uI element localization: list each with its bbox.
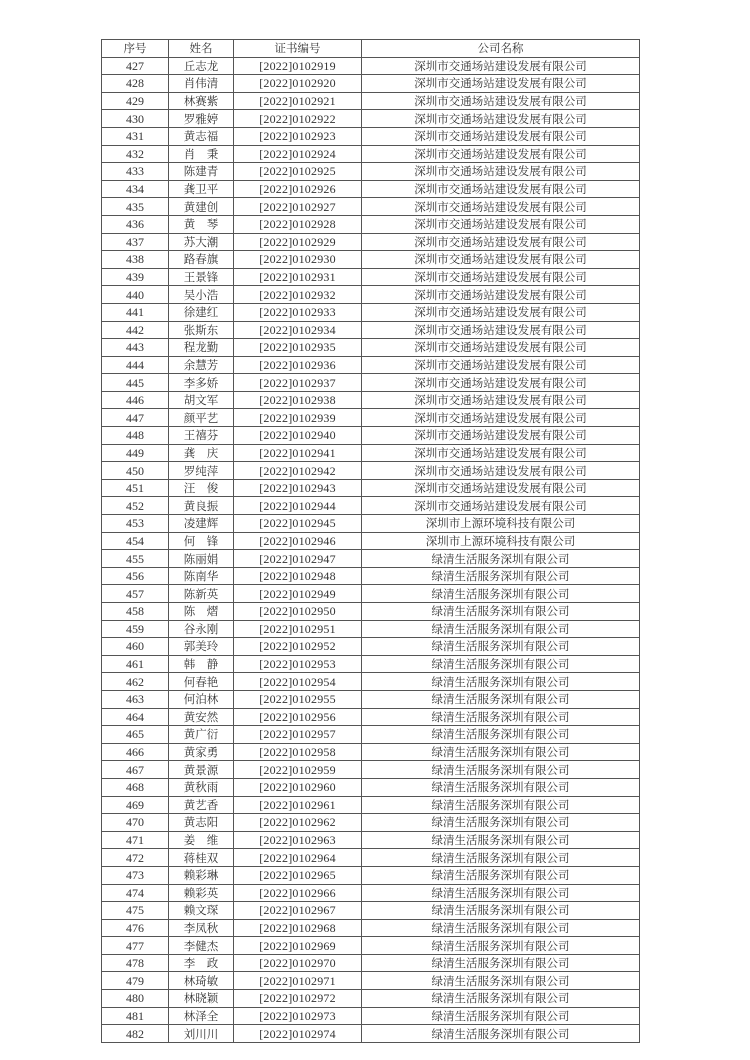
serial-number-cell: 482: [102, 1025, 169, 1043]
serial-number-cell: 440: [102, 286, 169, 304]
certificate-number-cell: [2022]0102957: [234, 726, 362, 744]
serial-number-cell: 475: [102, 902, 169, 920]
certificate-number-cell: [2022]0102925: [234, 163, 362, 181]
table-row: [102, 902, 640, 920]
table-row: [102, 444, 640, 462]
certificate-number-cell: [2022]0102938: [234, 391, 362, 409]
serial-number-cell: 459: [102, 620, 169, 638]
certificate-number-cell: [2022]0102933: [234, 303, 362, 321]
certificate-number-cell: [2022]0102949: [234, 585, 362, 603]
name-cell: 刘川川: [169, 1025, 234, 1043]
table-row: [102, 638, 640, 656]
header-serial-number: 序号: [102, 40, 169, 58]
certificate-number-cell: [2022]0102927: [234, 198, 362, 216]
company-name-cell: 绿清生活服务深圳有限公司: [362, 866, 640, 884]
serial-number-cell: 462: [102, 673, 169, 691]
company-name-cell: 绿清生活服务深圳有限公司: [362, 972, 640, 990]
table-row: [102, 743, 640, 761]
certificate-number-cell: [2022]0102930: [234, 251, 362, 269]
table-row: [102, 321, 640, 339]
company-name-cell: 绿清生活服务深圳有限公司: [362, 743, 640, 761]
name-cell: 何泊林: [169, 690, 234, 708]
header-company-name: 公司名称: [362, 40, 640, 58]
table-row: [102, 1007, 640, 1025]
table-row: [102, 462, 640, 480]
name-cell: 黄景源: [169, 761, 234, 779]
serial-number-cell: 477: [102, 937, 169, 955]
table-row: [102, 849, 640, 867]
table-row: [102, 110, 640, 128]
name-cell: 黄志福: [169, 127, 234, 145]
name-cell: 韩 静: [169, 655, 234, 673]
table-row: [102, 409, 640, 427]
company-name-cell: 绿清生活服务深圳有限公司: [362, 638, 640, 656]
name-cell: 罗纯萍: [169, 462, 234, 480]
company-name-cell: 绿清生活服务深圳有限公司: [362, 849, 640, 867]
company-name-cell: 绿清生活服务深圳有限公司: [362, 778, 640, 796]
name-cell: 黄 琴: [169, 215, 234, 233]
name-cell: 王景锋: [169, 268, 234, 286]
name-cell: 何春艳: [169, 673, 234, 691]
name-cell: 陈 熠: [169, 603, 234, 621]
table-row: [102, 427, 640, 445]
certificate-number-cell: [2022]0102929: [234, 233, 362, 251]
serial-number-cell: 480: [102, 990, 169, 1008]
name-cell: 姜 维: [169, 831, 234, 849]
certificate-number-cell: [2022]0102931: [234, 268, 362, 286]
company-name-cell: 深圳市交通场站建设发展有限公司: [362, 268, 640, 286]
serial-number-cell: 435: [102, 198, 169, 216]
certificate-number-cell: [2022]0102964: [234, 849, 362, 867]
certificate-number-cell: [2022]0102960: [234, 778, 362, 796]
name-cell: 黄广衍: [169, 726, 234, 744]
certificate-number-cell: [2022]0102965: [234, 866, 362, 884]
table-row: [102, 954, 640, 972]
certificate-number-cell: [2022]0102936: [234, 356, 362, 374]
table-row: [102, 585, 640, 603]
company-name-cell: 深圳市交通场站建设发展有限公司: [362, 251, 640, 269]
table-row: [102, 479, 640, 497]
name-cell: 胡文军: [169, 391, 234, 409]
table-row: [102, 391, 640, 409]
company-name-cell: 绿清生活服务深圳有限公司: [362, 884, 640, 902]
certificate-number-cell: [2022]0102968: [234, 919, 362, 937]
serial-number-cell: 479: [102, 972, 169, 990]
serial-number-cell: 438: [102, 251, 169, 269]
table-row: [102, 374, 640, 392]
certificate-number-cell: [2022]0102937: [234, 374, 362, 392]
name-cell: 林晓颖: [169, 990, 234, 1008]
certificate-number-cell: [2022]0102934: [234, 321, 362, 339]
name-cell: 林琦敏: [169, 972, 234, 990]
company-name-cell: 绿清生活服务深圳有限公司: [362, 919, 640, 937]
company-name-cell: 深圳市交通场站建设发展有限公司: [362, 444, 640, 462]
certificate-number-cell: [2022]0102935: [234, 339, 362, 357]
table-row: [102, 1025, 640, 1043]
name-cell: 颜平艺: [169, 409, 234, 427]
name-cell: 赖彩英: [169, 884, 234, 902]
certificate-table: [101, 39, 640, 1043]
certificate-number-cell: [2022]0102948: [234, 567, 362, 585]
company-name-cell: 绿清生活服务深圳有限公司: [362, 1007, 640, 1025]
name-cell: 陈丽娟: [169, 550, 234, 568]
serial-number-cell: 457: [102, 585, 169, 603]
table-row: [102, 286, 640, 304]
table-row: [102, 127, 640, 145]
certificate-number-cell: [2022]0102920: [234, 75, 362, 93]
table-body: [102, 57, 640, 1042]
table-row: [102, 673, 640, 691]
company-name-cell: 绿清生活服务深圳有限公司: [362, 1025, 640, 1043]
company-name-cell: 绿清生活服务深圳有限公司: [362, 814, 640, 832]
company-name-cell: 绿清生活服务深圳有限公司: [362, 990, 640, 1008]
name-cell: 赖彩琳: [169, 866, 234, 884]
name-cell: 路春旗: [169, 251, 234, 269]
company-name-cell: 深圳市交通场站建设发展有限公司: [362, 462, 640, 480]
serial-number-cell: 432: [102, 145, 169, 163]
serial-number-cell: 456: [102, 567, 169, 585]
serial-number-cell: 448: [102, 427, 169, 445]
serial-number-cell: 463: [102, 690, 169, 708]
company-name-cell: 深圳市上源环境科技有限公司: [362, 515, 640, 533]
certificate-number-cell: [2022]0102942: [234, 462, 362, 480]
header-certificate-number: 证书编号: [234, 40, 362, 58]
name-cell: 陈南华: [169, 567, 234, 585]
serial-number-cell: 466: [102, 743, 169, 761]
company-name-cell: 绿清生活服务深圳有限公司: [362, 726, 640, 744]
certificate-number-cell: [2022]0102952: [234, 638, 362, 656]
serial-number-cell: 481: [102, 1007, 169, 1025]
certificate-number-cell: [2022]0102926: [234, 180, 362, 198]
name-cell: 罗雅婷: [169, 110, 234, 128]
serial-number-cell: 443: [102, 339, 169, 357]
table-row: [102, 233, 640, 251]
table-row: [102, 620, 640, 638]
certificate-number-cell: [2022]0102921: [234, 92, 362, 110]
certificate-number-cell: [2022]0102944: [234, 497, 362, 515]
certificate-number-cell: [2022]0102939: [234, 409, 362, 427]
company-name-cell: 绿清生活服务深圳有限公司: [362, 603, 640, 621]
company-name-cell: 绿清生活服务深圳有限公司: [362, 902, 640, 920]
company-name-cell: 绿清生活服务深圳有限公司: [362, 585, 640, 603]
name-cell: 李 政: [169, 954, 234, 972]
serial-number-cell: 442: [102, 321, 169, 339]
name-cell: 黄秋雨: [169, 778, 234, 796]
company-name-cell: 绿清生活服务深圳有限公司: [362, 937, 640, 955]
serial-number-cell: 474: [102, 884, 169, 902]
company-name-cell: 深圳市交通场站建设发展有限公司: [362, 391, 640, 409]
company-name-cell: 深圳市交通场站建设发展有限公司: [362, 92, 640, 110]
serial-number-cell: 478: [102, 954, 169, 972]
company-name-cell: 绿清生活服务深圳有限公司: [362, 708, 640, 726]
serial-number-cell: 454: [102, 532, 169, 550]
company-name-cell: 绿清生活服务深圳有限公司: [362, 567, 640, 585]
certificate-number-cell: [2022]0102923: [234, 127, 362, 145]
certificate-number-cell: [2022]0102922: [234, 110, 362, 128]
company-name-cell: 深圳市交通场站建设发展有限公司: [362, 110, 640, 128]
certificate-number-cell: [2022]0102961: [234, 796, 362, 814]
certificate-number-cell: [2022]0102963: [234, 831, 362, 849]
name-cell: 程龙勤: [169, 339, 234, 357]
company-name-cell: 深圳市交通场站建设发展有限公司: [362, 479, 640, 497]
name-cell: 肖伟清: [169, 75, 234, 93]
serial-number-cell: 439: [102, 268, 169, 286]
serial-number-cell: 445: [102, 374, 169, 392]
certificate-number-cell: [2022]0102956: [234, 708, 362, 726]
table-row: [102, 990, 640, 1008]
table-row: [102, 550, 640, 568]
name-cell: 蒋桂双: [169, 849, 234, 867]
table-header-row: [102, 40, 640, 58]
certificate-number-cell: [2022]0102969: [234, 937, 362, 955]
name-cell: 林赛紫: [169, 92, 234, 110]
table-row: [102, 726, 640, 744]
table-row: [102, 145, 640, 163]
serial-number-cell: 433: [102, 163, 169, 181]
company-name-cell: 深圳市交通场站建设发展有限公司: [362, 374, 640, 392]
company-name-cell: 绿清生活服务深圳有限公司: [362, 655, 640, 673]
certificate-number-cell: [2022]0102955: [234, 690, 362, 708]
company-name-cell: 深圳市上源环境科技有限公司: [362, 532, 640, 550]
table-row: [102, 180, 640, 198]
name-cell: 郭美玲: [169, 638, 234, 656]
company-name-cell: 深圳市交通场站建设发展有限公司: [362, 127, 640, 145]
serial-number-cell: 471: [102, 831, 169, 849]
company-name-cell: 绿清生活服务深圳有限公司: [362, 796, 640, 814]
serial-number-cell: 452: [102, 497, 169, 515]
company-name-cell: 绿清生活服务深圳有限公司: [362, 831, 640, 849]
company-name-cell: 绿清生活服务深圳有限公司: [362, 954, 640, 972]
serial-number-cell: 455: [102, 550, 169, 568]
name-cell: 黄志阳: [169, 814, 234, 832]
company-name-cell: 深圳市交通场站建设发展有限公司: [362, 163, 640, 181]
serial-number-cell: 446: [102, 391, 169, 409]
name-cell: 黄建创: [169, 198, 234, 216]
certificate-number-cell: [2022]0102940: [234, 427, 362, 445]
table-row: [102, 972, 640, 990]
company-name-cell: 深圳市交通场站建设发展有限公司: [362, 180, 640, 198]
company-name-cell: 深圳市交通场站建设发展有限公司: [362, 75, 640, 93]
table-row: [102, 778, 640, 796]
certificate-number-cell: [2022]0102946: [234, 532, 362, 550]
company-name-cell: 绿清生活服务深圳有限公司: [362, 620, 640, 638]
table-row: [102, 796, 640, 814]
company-name-cell: 深圳市交通场站建设发展有限公司: [362, 303, 640, 321]
name-cell: 余慧芳: [169, 356, 234, 374]
table-row: [102, 356, 640, 374]
serial-number-cell: 464: [102, 708, 169, 726]
certificate-number-cell: [2022]0102958: [234, 743, 362, 761]
name-cell: 凌建辉: [169, 515, 234, 533]
serial-number-cell: 434: [102, 180, 169, 198]
serial-number-cell: 476: [102, 919, 169, 937]
serial-number-cell: 472: [102, 849, 169, 867]
table-row: [102, 532, 640, 550]
name-cell: 张斯东: [169, 321, 234, 339]
serial-number-cell: 437: [102, 233, 169, 251]
serial-number-cell: 451: [102, 479, 169, 497]
serial-number-cell: 444: [102, 356, 169, 374]
table-row: [102, 761, 640, 779]
company-name-cell: 深圳市交通场站建设发展有限公司: [362, 497, 640, 515]
certificate-number-cell: [2022]0102970: [234, 954, 362, 972]
name-cell: 黄良振: [169, 497, 234, 515]
company-name-cell: 绿清生活服务深圳有限公司: [362, 761, 640, 779]
certificate-number-cell: [2022]0102973: [234, 1007, 362, 1025]
serial-number-cell: 469: [102, 796, 169, 814]
company-name-cell: 深圳市交通场站建设发展有限公司: [362, 321, 640, 339]
serial-number-cell: 449: [102, 444, 169, 462]
company-name-cell: 深圳市交通场站建设发展有限公司: [362, 286, 640, 304]
company-name-cell: 深圳市交通场站建设发展有限公司: [362, 339, 640, 357]
name-cell: 陈建青: [169, 163, 234, 181]
name-cell: 肖 秉: [169, 145, 234, 163]
serial-number-cell: 436: [102, 215, 169, 233]
serial-number-cell: 473: [102, 866, 169, 884]
table-row: [102, 690, 640, 708]
serial-number-cell: 428: [102, 75, 169, 93]
serial-number-cell: 429: [102, 92, 169, 110]
certificate-number-cell: [2022]0102953: [234, 655, 362, 673]
table-row: [102, 497, 640, 515]
serial-number-cell: 431: [102, 127, 169, 145]
name-cell: 徐建红: [169, 303, 234, 321]
certificate-number-cell: [2022]0102967: [234, 902, 362, 920]
name-cell: 林泽全: [169, 1007, 234, 1025]
certificate-number-cell: [2022]0102924: [234, 145, 362, 163]
company-name-cell: 深圳市交通场站建设发展有限公司: [362, 57, 640, 75]
table-row: [102, 75, 640, 93]
certificate-number-cell: [2022]0102919: [234, 57, 362, 75]
certificate-number-cell: [2022]0102947: [234, 550, 362, 568]
serial-number-cell: 467: [102, 761, 169, 779]
table-row: [102, 57, 640, 75]
serial-number-cell: 465: [102, 726, 169, 744]
table-row: [102, 303, 640, 321]
company-name-cell: 深圳市交通场站建设发展有限公司: [362, 356, 640, 374]
certificate-number-cell: [2022]0102962: [234, 814, 362, 832]
certificate-number-cell: [2022]0102928: [234, 215, 362, 233]
certificate-number-cell: [2022]0102951: [234, 620, 362, 638]
table-row: [102, 515, 640, 533]
name-cell: 陈新英: [169, 585, 234, 603]
name-cell: 黄安然: [169, 708, 234, 726]
certificate-number-cell: [2022]0102954: [234, 673, 362, 691]
table-row: [102, 603, 640, 621]
certificate-number-cell: [2022]0102971: [234, 972, 362, 990]
serial-number-cell: 458: [102, 603, 169, 621]
table-row: [102, 708, 640, 726]
table-row: [102, 655, 640, 673]
certificate-number-cell: [2022]0102932: [234, 286, 362, 304]
name-cell: 汪 俊: [169, 479, 234, 497]
table-row: [102, 92, 640, 110]
name-cell: 李凤秋: [169, 919, 234, 937]
table-row: [102, 866, 640, 884]
company-name-cell: 深圳市交通场站建设发展有限公司: [362, 409, 640, 427]
name-cell: 赖文琛: [169, 902, 234, 920]
certificate-number-cell: [2022]0102966: [234, 884, 362, 902]
table-row: [102, 198, 640, 216]
table-row: [102, 814, 640, 832]
certificate-number-cell: [2022]0102950: [234, 603, 362, 621]
certificate-number-cell: [2022]0102945: [234, 515, 362, 533]
name-cell: 龚 庆: [169, 444, 234, 462]
table-row: [102, 215, 640, 233]
company-name-cell: 深圳市交通场站建设发展有限公司: [362, 233, 640, 251]
serial-number-cell: 441: [102, 303, 169, 321]
name-cell: 李健杰: [169, 937, 234, 955]
table-row: [102, 831, 640, 849]
name-cell: 何 锋: [169, 532, 234, 550]
name-cell: 李多娇: [169, 374, 234, 392]
certificate-number-cell: [2022]0102943: [234, 479, 362, 497]
name-cell: 苏大潮: [169, 233, 234, 251]
company-name-cell: 绿清生活服务深圳有限公司: [362, 550, 640, 568]
name-cell: 龚卫平: [169, 180, 234, 198]
serial-number-cell: 427: [102, 57, 169, 75]
certificate-number-cell: [2022]0102972: [234, 990, 362, 1008]
name-cell: 黄艺香: [169, 796, 234, 814]
table-row: [102, 919, 640, 937]
table-row: [102, 567, 640, 585]
serial-number-cell: 430: [102, 110, 169, 128]
company-name-cell: 深圳市交通场站建设发展有限公司: [362, 427, 640, 445]
table-row: [102, 339, 640, 357]
name-cell: 丘志龙: [169, 57, 234, 75]
name-cell: 黄家勇: [169, 743, 234, 761]
table-row: [102, 268, 640, 286]
company-name-cell: 绿清生活服务深圳有限公司: [362, 673, 640, 691]
name-cell: 吴小浩: [169, 286, 234, 304]
certificate-number-cell: [2022]0102941: [234, 444, 362, 462]
serial-number-cell: 453: [102, 515, 169, 533]
table-row: [102, 884, 640, 902]
serial-number-cell: 468: [102, 778, 169, 796]
certificate-number-cell: [2022]0102974: [234, 1025, 362, 1043]
company-name-cell: 深圳市交通场站建设发展有限公司: [362, 198, 640, 216]
serial-number-cell: 450: [102, 462, 169, 480]
company-name-cell: 深圳市交通场站建设发展有限公司: [362, 145, 640, 163]
company-name-cell: 深圳市交通场站建设发展有限公司: [362, 215, 640, 233]
serial-number-cell: 447: [102, 409, 169, 427]
name-cell: 谷永刚: [169, 620, 234, 638]
certificate-number-cell: [2022]0102959: [234, 761, 362, 779]
name-cell: 王禧芬: [169, 427, 234, 445]
table-row: [102, 937, 640, 955]
company-name-cell: 绿清生活服务深圳有限公司: [362, 690, 640, 708]
header-name: 姓名: [169, 40, 234, 58]
serial-number-cell: 460: [102, 638, 169, 656]
table-row: [102, 251, 640, 269]
serial-number-cell: 470: [102, 814, 169, 832]
table-row: [102, 163, 640, 181]
serial-number-cell: 461: [102, 655, 169, 673]
